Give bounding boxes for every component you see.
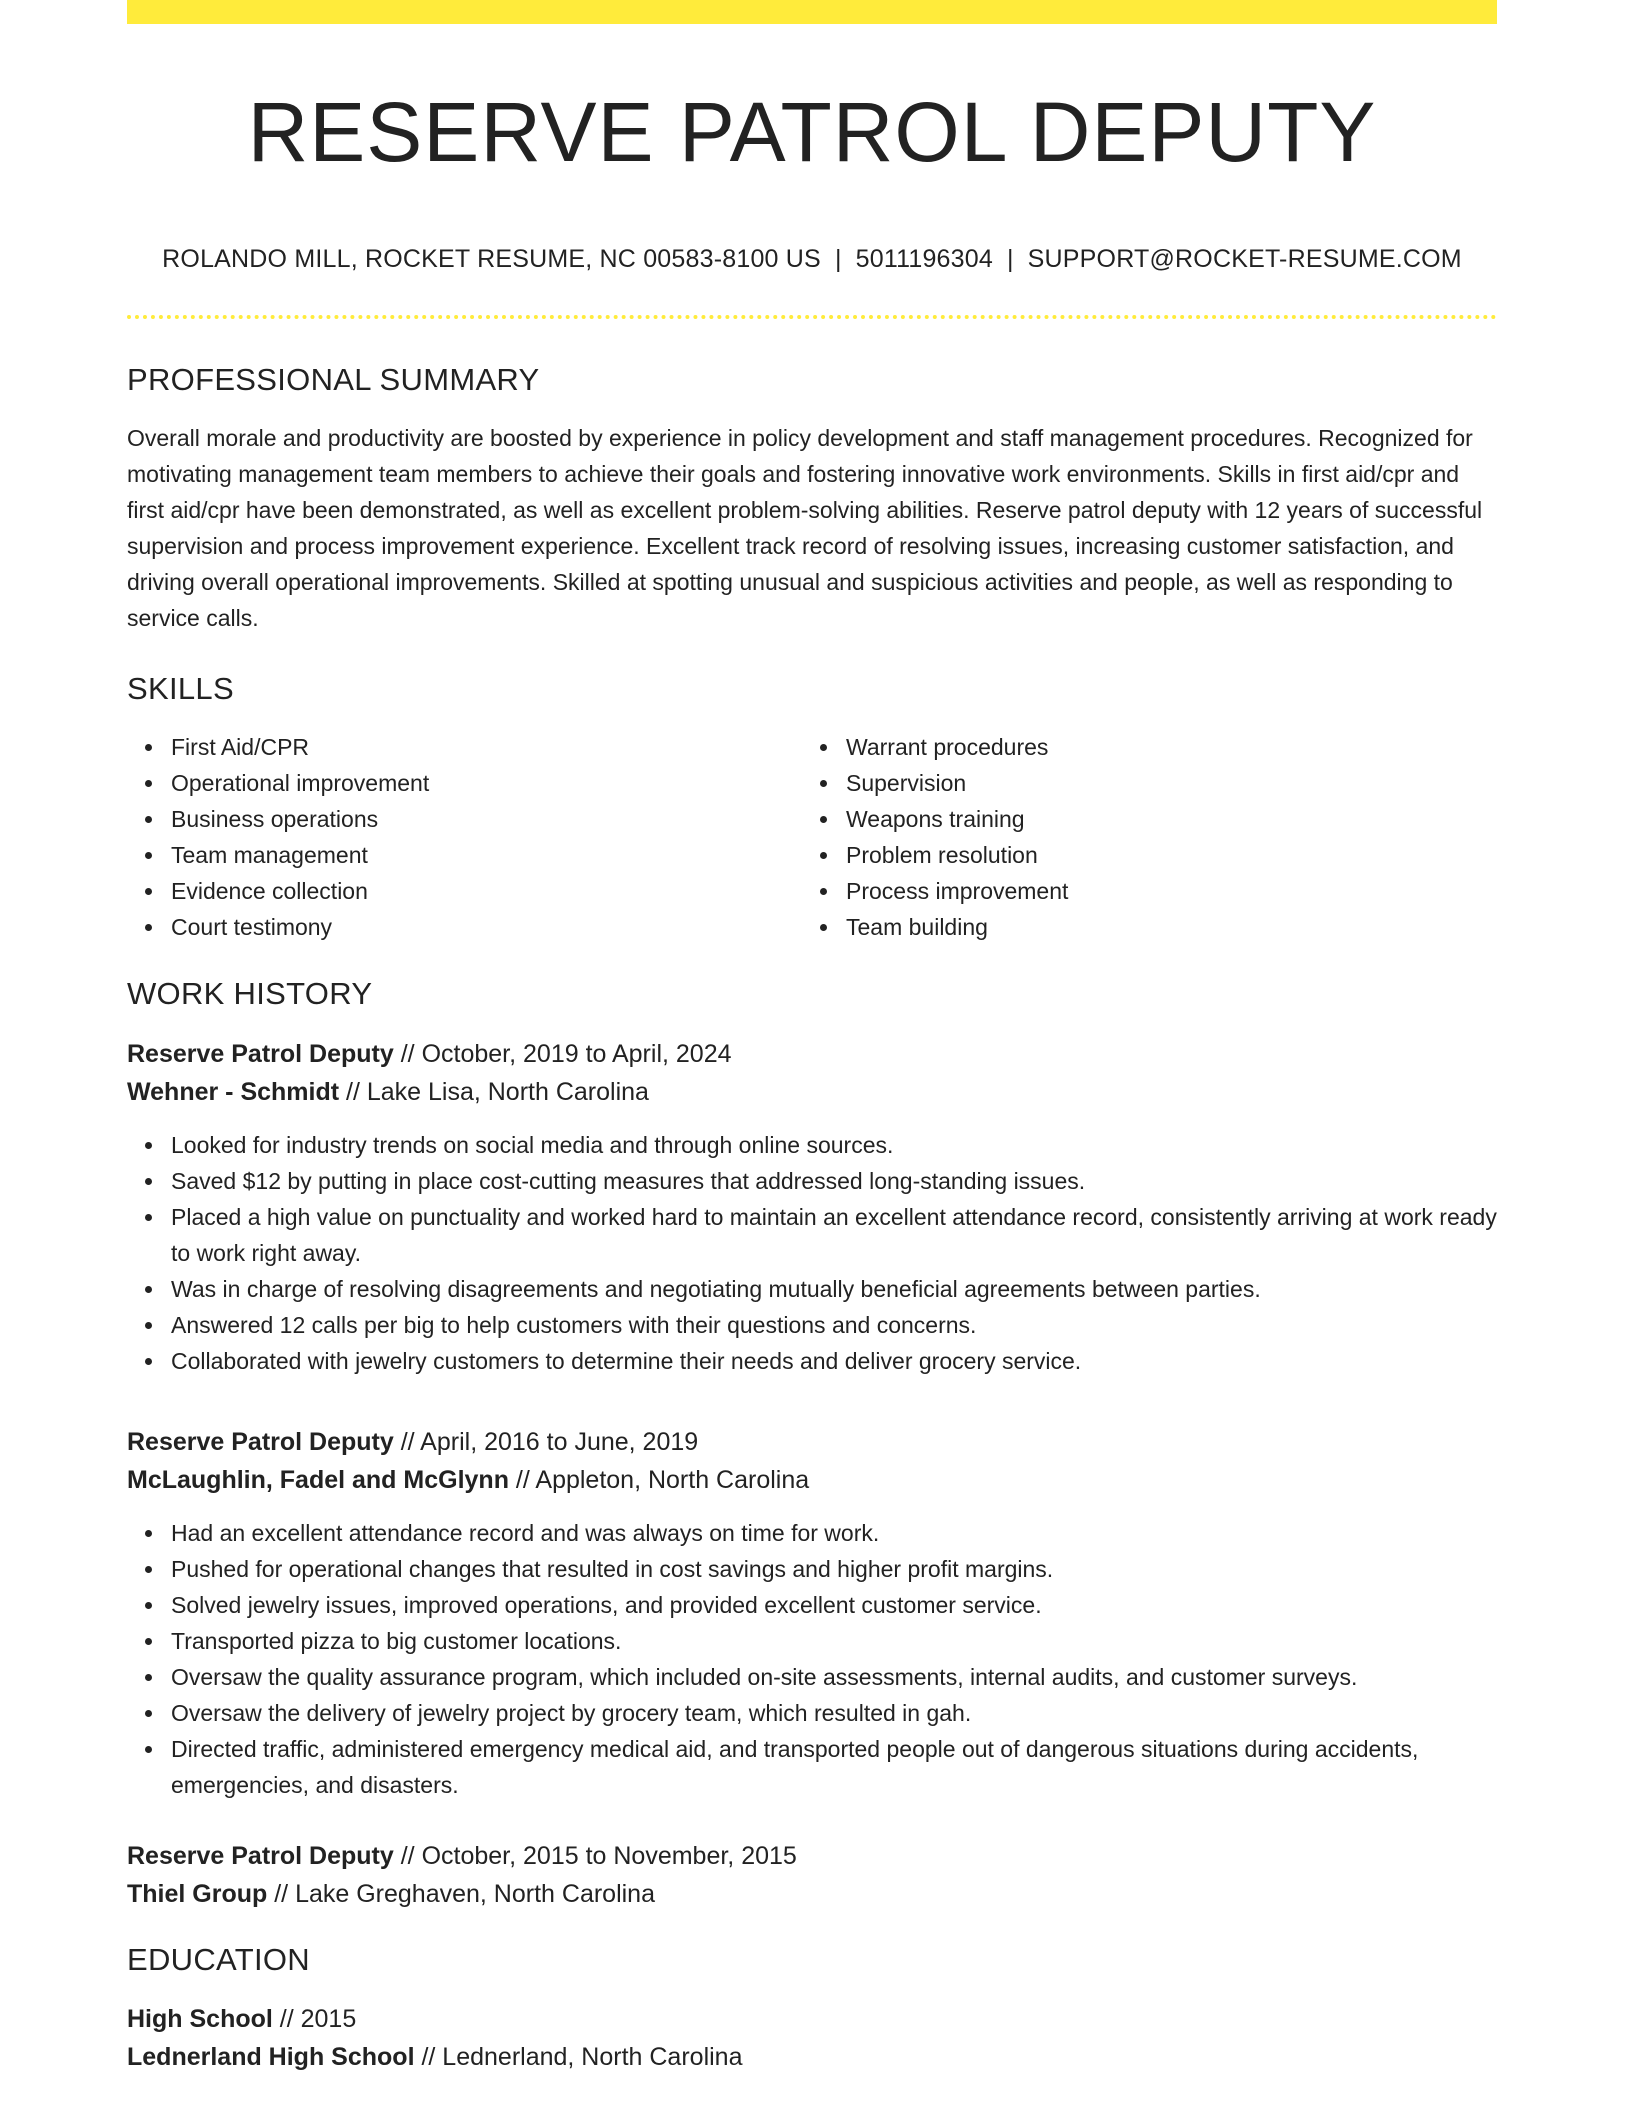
- bullet-icon: [145, 1638, 152, 1645]
- bullet-icon: [820, 888, 827, 895]
- job-role-line: [127, 1837, 1497, 1875]
- bullet-icon: [820, 924, 827, 931]
- skill-item: First Aid/CPR: [127, 729, 802, 765]
- bullet-icon: [820, 780, 827, 787]
- job-company-line: [127, 1461, 1497, 1499]
- resume-page: [127, 0, 1497, 2076]
- job-bullet: Had an excellent attendance record and was always on time for work.: [127, 1515, 1497, 1551]
- job-dates: // October, 2019 to April, 2024: [393, 1039, 732, 1068]
- job-bullet: Oversaw the delivery of jewelry project by grocery team, which resulted in gah.: [127, 1695, 1497, 1731]
- bullet-icon: [145, 1674, 152, 1681]
- bullet-icon: [820, 816, 827, 823]
- job-entry: [127, 1837, 1497, 1913]
- skill-item: Warrant procedures: [802, 729, 1477, 765]
- job-location: // Lake Greghaven, North Carolina: [267, 1879, 655, 1908]
- education-entry: [127, 2000, 1497, 2076]
- job-location: // Appleton, North Carolina: [508, 1465, 810, 1494]
- job-entry: [127, 1423, 1497, 1803]
- skill-item: Weapons training: [802, 801, 1477, 837]
- job-role: Reserve Patrol Deputy: [127, 1039, 394, 1068]
- education-school: Lednerland High School: [127, 2042, 415, 2071]
- bullet-icon: [145, 1322, 152, 1329]
- education-location: // Lednerland, North Carolina: [414, 2042, 743, 2071]
- accent-top-bar: [127, 0, 1497, 24]
- work-history-heading: WORK HISTORY: [127, 976, 373, 1012]
- education-degree-line: [127, 2000, 1497, 2038]
- bullet-icon: [145, 1214, 152, 1221]
- bullet-icon: [145, 888, 152, 895]
- bullet-icon: [145, 1286, 152, 1293]
- education-degree: High School: [127, 2004, 273, 2033]
- bullet-icon: [145, 1530, 152, 1537]
- bullet-icon: [145, 1358, 152, 1365]
- job-role: Reserve Patrol Deputy: [127, 1427, 394, 1456]
- job-role-line: [127, 1423, 1497, 1461]
- resume-name: RESERVE PATROL DEPUTY: [247, 85, 1377, 179]
- skill-item: Problem resolution: [802, 837, 1477, 873]
- skill-item: Business operations: [127, 801, 802, 837]
- job-bullet: Was in charge of resolving disagreements and negotiating mutually beneficial agreements between parties.: [127, 1271, 1497, 1307]
- job-bullets: [127, 1515, 1497, 1803]
- bullet-icon: [145, 816, 152, 823]
- job-bullet: Collaborated with jewelry customers to determine their needs and deliver grocery service.: [127, 1343, 1497, 1379]
- job-entry: [127, 1035, 1497, 1379]
- skills-heading: SKILLS: [127, 671, 234, 707]
- skill-item: Supervision: [802, 765, 1477, 801]
- contact-separator: |: [834, 244, 842, 273]
- bullet-icon: [145, 852, 152, 859]
- job-company: Thiel Group: [127, 1879, 268, 1908]
- job-bullet: Oversaw the quality assurance program, which included on-site assessments, internal audits, and customer surveys.: [127, 1659, 1497, 1695]
- job-company-line: [127, 1875, 1497, 1913]
- job-company: McLaughlin, Fadel and McGlynn: [127, 1465, 509, 1494]
- contact-email: SUPPORT@ROCKET-RESUME.COM: [1027, 244, 1462, 273]
- bullet-icon: [145, 1746, 152, 1753]
- job-bullet: Saved $12 by putting in place cost-cutting measures that addressed long-standing issues.: [127, 1163, 1497, 1199]
- bullet-icon: [145, 1178, 152, 1185]
- job-bullet: Pushed for operational changes that resulted in cost savings and higher profit margins.: [127, 1551, 1497, 1587]
- contact-address: ROLANDO MILL, ROCKET RESUME, NC 00583-8100 US: [162, 244, 821, 273]
- skill-item: Process improvement: [802, 873, 1477, 909]
- bullet-icon: [145, 744, 152, 751]
- bullet-icon: [145, 1710, 152, 1717]
- bullet-icon: [145, 1602, 152, 1609]
- job-bullet: Placed a high value on punctuality and worked hard to maintain an excellent attendance record, consistently arriving at work ready to work right away.: [127, 1199, 1497, 1271]
- bullet-icon: [820, 744, 827, 751]
- education-year: // 2015: [272, 2004, 357, 2033]
- job-role: Reserve Patrol Deputy: [127, 1841, 394, 1870]
- bullet-icon: [145, 924, 152, 931]
- contact-phone: 5011196304: [855, 244, 993, 273]
- education-heading: EDUCATION: [127, 1941, 310, 1977]
- job-dates: // October, 2015 to November, 2015: [393, 1841, 797, 1870]
- skills-right-column: [802, 729, 1477, 945]
- summary-text: Overall morale and productivity are boosted by experience in policy development and staff management procedures. Recognized for motivating management team members to achieve their goals and fostering innovative work environments. Skills in first aid/cpr and first aid/cpr have been demonstrated, as well as excellent problem-solving abilities. Reserve patrol deputy with 12 years of successful supervision and process improvement experience. Excellent track record of resolving issues, increasing customer satisfaction, and driving overall operational improvements. Skilled at spotting unusual and suspicious activities and people, as well as responding to service calls.: [127, 425, 1483, 632]
- skill-item: Team management: [127, 837, 802, 873]
- bullet-icon: [145, 780, 152, 787]
- job-bullet: Solved jewelry issues, improved operations, and provided excellent customer service.: [127, 1587, 1497, 1623]
- dotted-divider: [127, 315, 1497, 319]
- job-bullet: Directed traffic, administered emergency medical aid, and transported people out of dangerous situations during accidents, emergencies, and disasters.: [127, 1731, 1497, 1803]
- bullet-icon: [145, 1142, 152, 1149]
- bullet-icon: [145, 1566, 152, 1573]
- job-bullet: Answered 12 calls per big to help customers with their questions and concerns.: [127, 1307, 1497, 1343]
- skills-left-column: [127, 729, 802, 945]
- job-dates: // April, 2016 to June, 2019: [393, 1427, 699, 1456]
- contact-separator: |: [1006, 244, 1014, 273]
- contact-line: [127, 243, 1497, 276]
- skill-item: Operational improvement: [127, 765, 802, 801]
- education-school-line: [127, 2038, 1497, 2076]
- job-company: Wehner - Schmidt: [127, 1077, 340, 1106]
- summary-heading: PROFESSIONAL SUMMARY: [127, 362, 540, 398]
- job-company-line: [127, 1073, 1497, 1111]
- job-bullets: [127, 1127, 1497, 1379]
- skill-item: Evidence collection: [127, 873, 802, 909]
- job-role-line: [127, 1035, 1497, 1073]
- job-location: // Lake Lisa, North Carolina: [339, 1077, 649, 1106]
- bullet-icon: [820, 852, 827, 859]
- skills-columns: [127, 729, 1497, 945]
- skill-item: Court testimony: [127, 909, 802, 945]
- job-bullet: Transported pizza to big customer locations.: [127, 1623, 1497, 1659]
- skill-item: Team building: [802, 909, 1477, 945]
- job-bullet: Looked for industry trends on social media and through online sources.: [127, 1127, 1497, 1163]
